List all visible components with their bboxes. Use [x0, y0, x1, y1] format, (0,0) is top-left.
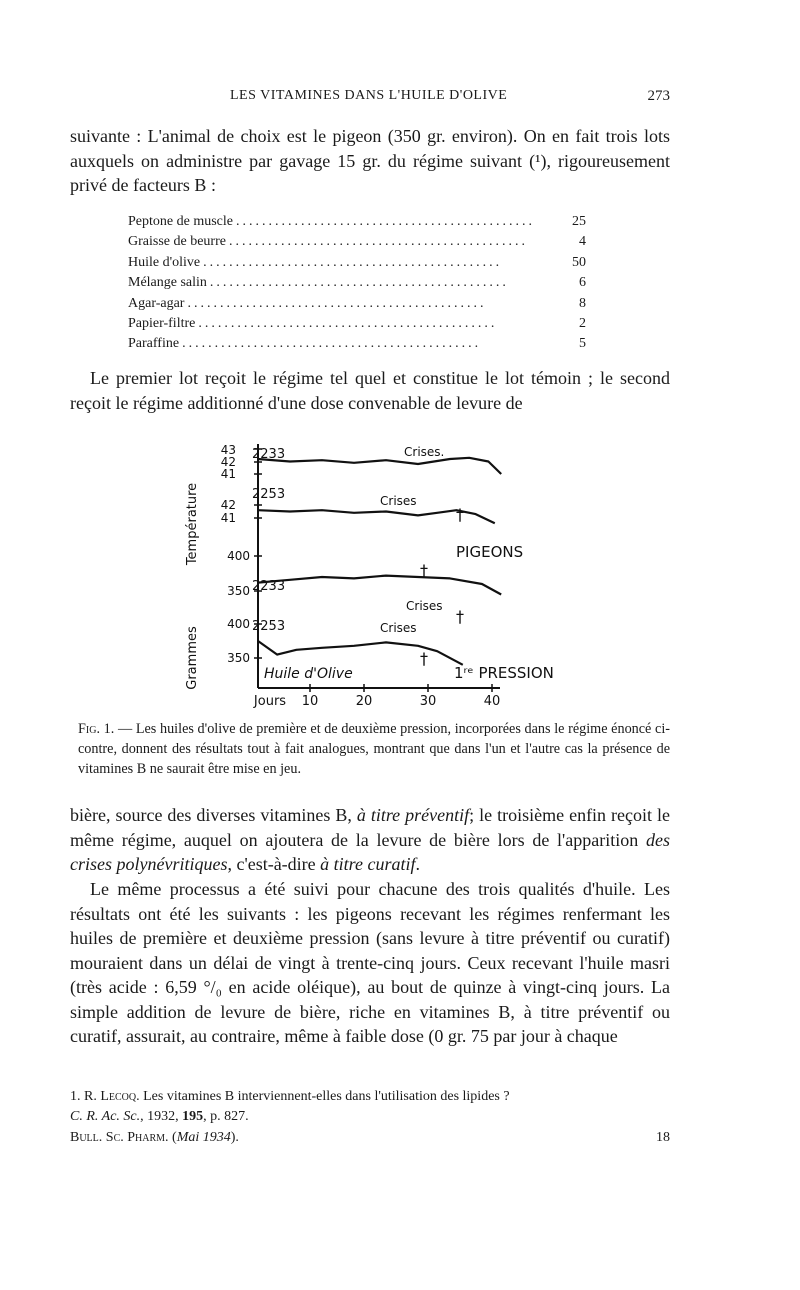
bulletin-line — [70, 1130, 670, 1146]
y-tick-label: 41 — [220, 511, 236, 525]
series-line-2233 — [258, 458, 501, 474]
list-item — [128, 273, 586, 293]
diet-item-name: Mélange salin — [128, 275, 207, 291]
oil-annotation: Huile d'Olive — [264, 666, 353, 682]
series-label: 2253 — [252, 487, 286, 502]
list-item — [128, 232, 586, 252]
italic-run: des crises polynévritiques — [70, 829, 670, 874]
diet-item-name: Paraffine — [128, 336, 180, 352]
diet-item-name: Agar-agar — [128, 295, 185, 311]
leader-dots: .............................................. — [187, 295, 487, 311]
footnote-line — [70, 1107, 670, 1127]
running-header — [70, 88, 670, 110]
paragraph-2-text: Le premier lot reçoit le régime tel quel et constitue le lot témoin ; le second reçoit le régime additionné d'une dose convenable de levure de — [70, 368, 670, 413]
paragraph-2 — [70, 366, 670, 415]
diet-item-name: Huile d'olive — [128, 254, 201, 270]
panel-label-pigeons: PIGEONS — [456, 543, 524, 561]
y-tick-label: 400 — [227, 549, 250, 563]
diet-item-qty: 2 — [579, 315, 586, 331]
y-tick-label: 43 — [220, 443, 236, 457]
text-run: , c'est-à-dire — [227, 854, 321, 874]
list-item — [128, 334, 586, 354]
x-tick-label: 20 — [355, 694, 373, 709]
death-cross-mark: † — [456, 505, 464, 524]
diet-item-qty: 8 — [579, 295, 586, 311]
text-run: . — [415, 854, 420, 874]
figure-label: Fig. 1. — [78, 721, 115, 737]
leader-dots: .............................................. — [182, 336, 482, 352]
text-run: bière, source des diverses vitamines B, — [70, 805, 357, 825]
footnote-number: 1. R. — [70, 1089, 101, 1104]
series-label: 2253 — [252, 619, 286, 634]
list-item — [128, 314, 586, 334]
series-line-2233 — [258, 576, 501, 595]
list-item — [128, 294, 586, 314]
figure-caption — [78, 719, 670, 779]
diet-item-name: Graisse de beurre — [128, 234, 226, 250]
x-tick-label: 40 — [483, 694, 501, 709]
crisis-note: Crises — [406, 599, 443, 613]
death-cross-mark: † — [456, 607, 464, 626]
list-item — [128, 212, 586, 232]
y-tick-label: 42 — [220, 455, 236, 469]
caption-text: — Les huiles d'olive de première et de deuxième pression, incorporées dans le régime énoncé ci-contre, donnent des résultats tout à fait analogues, montrant que dans l'un et l'autre cas la présence de vitamines B ne saurait être mise en jeu. — [78, 721, 670, 777]
footnote-journal: C. R. Ac. Sc. — [70, 1109, 141, 1124]
leader-dots: .............................................. — [198, 315, 498, 331]
diet-item-name: Peptone de muscle — [128, 214, 233, 229]
page-number: 273 — [647, 88, 670, 104]
crisis-note: Crises — [380, 494, 417, 508]
crisis-note: Crises — [380, 621, 417, 635]
death-cross-mark: † — [420, 649, 428, 668]
leader-dots: .............................................. — [235, 214, 535, 229]
x-tick-label: 30 — [419, 694, 437, 709]
y-tick-label: 350 — [227, 584, 250, 598]
italic-run: à titre préventif — [356, 805, 470, 825]
ylabel-temperature: Température — [185, 482, 200, 566]
y-tick-label: 350 — [227, 651, 250, 665]
ylabel-grammes: Grammes — [185, 626, 200, 690]
bulletin-date: Mai 1934 — [176, 1130, 231, 1145]
diet-item-qty: 6 — [579, 275, 586, 291]
footnote — [70, 1087, 670, 1127]
intro-text: suivante : L'animal de choix est le pigeon (350 gr. environ). On en fait trois lots auxquels on administre par gavage 15 gr. du régime suivant (¹), rigoureusement privé de facteurs B : — [70, 126, 670, 195]
intro-paragraph — [70, 124, 670, 198]
bulletin-date-open: ( — [168, 1130, 177, 1145]
chart-svg — [170, 432, 590, 722]
series-label: 2233 — [252, 447, 286, 462]
footnote-pages: , p. 827. — [203, 1109, 249, 1124]
diet-item-qty: 4 — [579, 234, 586, 250]
figure-chart — [170, 432, 590, 722]
leader-dots: .............................................. — [209, 275, 509, 291]
text-run: ; le troisième enfin reçoit le même régime, auquel on ajoutera de la levure de bière lors de l'apparition — [70, 805, 671, 850]
running-title: LES VITAMINES DANS L'HUILE D'OLIVE — [230, 88, 508, 103]
paragraph-4-text: Le même processus a été suivi pour chacune des trois qualités d'huile. Les résultats ont été les suivants : les pigeons recevant les régimes renfermant les huiles de première et deuxième pression (sans levure à titre préventif ou curatif) mouraient dans un délai de vingt à trente-cinq jours. Ceux recevant l'huile masri (très acide : 6,59 °/₀ en acide oléique), au bout de quinze à vingt-cinq jours. La simple addition de levure de bière, riche en vitamines B, à titre préventif ou curatif, assurait, au contraire, même à faible dose (0 gr. 75 par jour à chaque — [70, 879, 670, 1046]
list-item — [128, 253, 586, 273]
panel-label-pression: 1ʳᵉ PRESSION — [454, 664, 554, 682]
diet-item-qty: 50 — [572, 254, 586, 270]
leader-dots: .............................................. — [228, 234, 528, 250]
diet-item-qty: 25 — [572, 214, 586, 229]
bulletin-label: Bull. Sc. Pharm. — [70, 1130, 169, 1145]
footnote-year: , 1932, — [140, 1109, 183, 1124]
italic-run: à titre curatif — [320, 854, 416, 874]
y-tick-label: 400 — [227, 617, 250, 631]
paragraph-3-text — [70, 803, 670, 877]
series-label: 2233 — [252, 579, 286, 594]
footnote-volume: 195 — [182, 1109, 204, 1124]
y-tick-label: 42 — [220, 498, 236, 512]
crisis-note: Crises. — [404, 445, 445, 459]
diet-item-name: Papier-filtre — [128, 315, 196, 331]
diet-list — [128, 212, 586, 355]
diet-item-qty: 5 — [579, 336, 586, 352]
death-cross-mark: † — [420, 561, 428, 580]
y-tick-label: 41 — [220, 467, 236, 481]
paragraph-4 — [70, 877, 670, 1049]
sheet-number: 18 — [656, 1130, 670, 1145]
footnote-title: . Les vitamines B interviennent-elles dans l'utilisation des lipides ? — [136, 1089, 510, 1104]
paragraph-3 — [70, 803, 670, 877]
footnote-line — [70, 1087, 670, 1107]
leader-dots: .............................................. — [203, 254, 503, 270]
series-line-2253 — [258, 641, 463, 665]
x-axis-label: Jours — [253, 694, 287, 709]
bulletin-date-close: ). — [230, 1130, 239, 1145]
footnote-author: Lecoq — [100, 1089, 137, 1104]
x-tick-label: 10 — [301, 694, 319, 709]
